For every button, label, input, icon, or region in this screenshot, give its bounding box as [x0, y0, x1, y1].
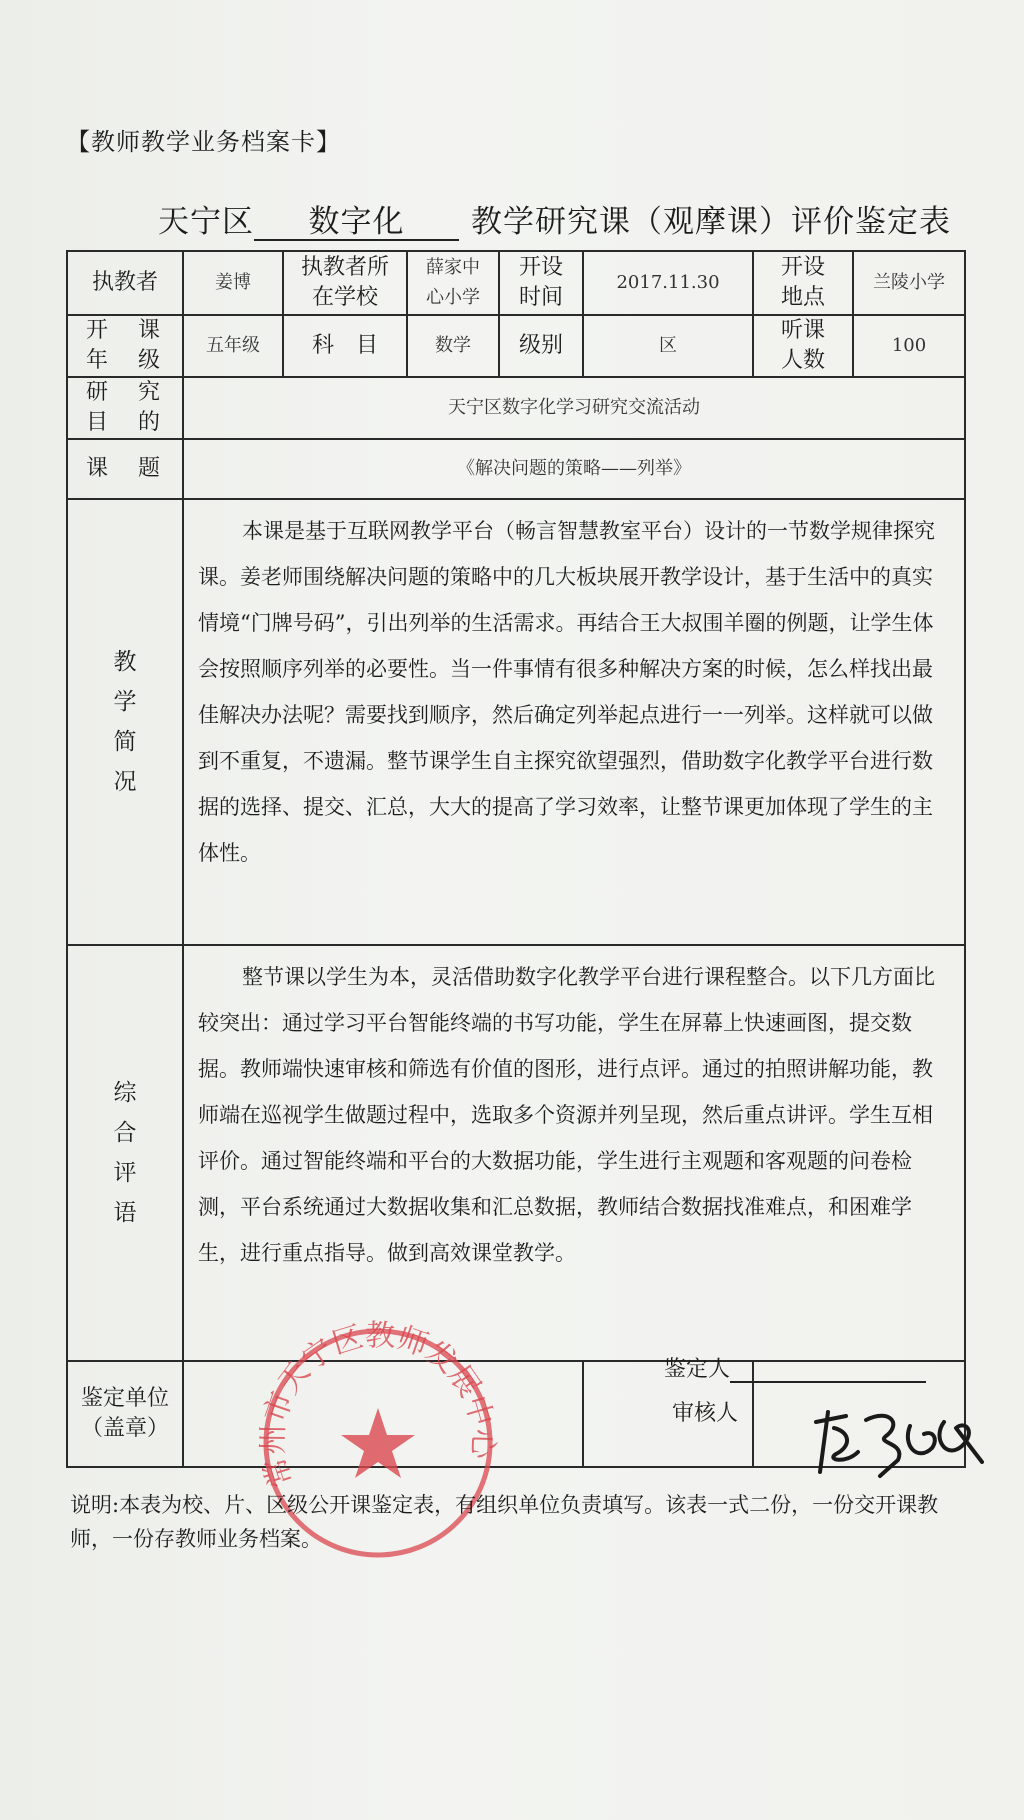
- grade-value: 五年级: [183, 315, 283, 377]
- place-label-line-2: 地点: [780, 285, 825, 310]
- time-value: 2017.11.30: [583, 251, 753, 315]
- title-prefix: 天宁区: [158, 204, 254, 240]
- audience-label: [753, 315, 853, 377]
- summary-label-cell: [67, 499, 183, 945]
- audience-label-line-2: 人数: [780, 348, 825, 373]
- time-label-line-1: 开设: [518, 255, 563, 280]
- teacher-label: 执教者: [67, 251, 183, 315]
- teacher-value: 姜博: [183, 251, 283, 315]
- appraiser-line: [664, 1352, 926, 1383]
- place-label: [753, 251, 853, 315]
- purpose-label-line-2: 目 的: [85, 410, 164, 435]
- evaluation-form-table: [66, 250, 966, 1468]
- grade-label: [67, 315, 183, 377]
- topic-label: 课 题: [67, 439, 183, 499]
- subject-value: 数学: [407, 315, 499, 377]
- level-value: 区: [583, 315, 753, 377]
- summary-text: 本课是基于互联网教学平台（畅言智慧教室平台）设计的一节数学规律探究课。姜老师围绕解决问题的策略中的几大板块展开教学设计，基于生活中的真实情境“门牌号码”，引出列举的生活需求。再结合王大叔围羊圈的例题，让学生体会按照顺序列举的必要性。当一件事情有很多种解决方案的时候，怎么样找出最佳解决办法呢？需要找到顺序，然后确定列举起点进行一一列举。这样就可以做到不重复，不遗漏。整节课学生自主探究欲望强烈，借助数字化教学平台进行数据的选择、提交、汇总，大大的提高了学习效率，让整节课更加体现了学生的主体性。: [183, 499, 965, 945]
- school-label-line-1: 执教者所: [300, 255, 389, 280]
- unit-label-line-1: 鉴定单位: [80, 1386, 169, 1411]
- purpose-label: [67, 377, 183, 439]
- row-teacher: [67, 251, 965, 315]
- school-value-line-1: 薛家中: [426, 257, 480, 278]
- purpose-value: 天宁区数字化学习研究交流活动: [183, 377, 965, 439]
- place-label-line-1: 开设: [780, 255, 825, 280]
- seal-text: 常州市天宁区教师发展中心: [255, 1318, 501, 1492]
- appraiser-blank: [730, 1359, 926, 1383]
- purpose-label-line-1: 研 究: [85, 380, 164, 405]
- row-grade: [67, 315, 965, 377]
- school-label-line-2: 在学校: [311, 285, 378, 310]
- school-label: [283, 251, 407, 315]
- grade-label-line-2: 年 级: [85, 348, 164, 373]
- comment-text: 整节课以学生为本，灵活借助数字化教学平台进行课程整合。以下几方面比较突出：通过学习平台智能终端的书写功能，学生在屏幕上快速画图，提交数据。教师端快速审核和筛选有价值的图形，进行点评。通过的拍照讲解功能，教师端在巡视学生做题过程中，选取多个资源并列呈现，然后重点讲评。学生互相评价。通过智能终端和平台的大数据功能，学生进行主观题和客观题的问卷检测，平台系统通过大数据收集和汇总数据，教师结合数据找准难点，和困难学生，进行重点指导。做到高效课堂教学。: [183, 945, 965, 1361]
- comment-label-cell: [67, 945, 183, 1361]
- time-label: [499, 251, 583, 315]
- row-teaching-summary: [67, 499, 965, 945]
- appraiser-label: 鉴定人: [664, 1357, 731, 1382]
- unit-stamp-area: [183, 1361, 583, 1467]
- time-label-line-2: 时间: [518, 285, 563, 310]
- topic-value: 《解决问题的策略——列举》: [183, 439, 965, 499]
- unit-label-line-2: （盖章）: [80, 1416, 169, 1441]
- title-fill-in: 数字化: [254, 205, 459, 241]
- archive-card-label: 【教师教学业务档案卡】: [66, 128, 341, 156]
- place-value: 兰陵小学: [853, 251, 965, 315]
- title-suffix: 教学研究课（观摩课）评价鉴定表: [471, 204, 951, 240]
- reviewer-label: 审核人: [583, 1361, 753, 1467]
- document-title: [158, 196, 951, 241]
- row-topic: [67, 439, 965, 499]
- row-purpose: [67, 377, 965, 439]
- audience-label-line-1: 听课: [780, 318, 825, 343]
- subject-label: 科 目: [283, 315, 407, 377]
- grade-label-line-1: 开 课: [85, 318, 164, 343]
- unit-label: [67, 1361, 183, 1467]
- school-value: [407, 251, 499, 315]
- comment-label: 综合评语: [113, 1080, 137, 1226]
- footer-note: 说明:本表为校、片、区级公开课鉴定表，有组织单位负责填写。该表一式二份，一份交开课教师，一份存教师业务档案。: [70, 1493, 939, 1551]
- reviewer-signature: [806, 1402, 992, 1482]
- audience-value: 100: [853, 315, 965, 377]
- summary-label: 教学简况: [113, 649, 137, 795]
- level-label: 级别: [499, 315, 583, 377]
- row-overall-comment: [67, 945, 965, 1361]
- school-value-line-2: 心小学: [426, 287, 480, 308]
